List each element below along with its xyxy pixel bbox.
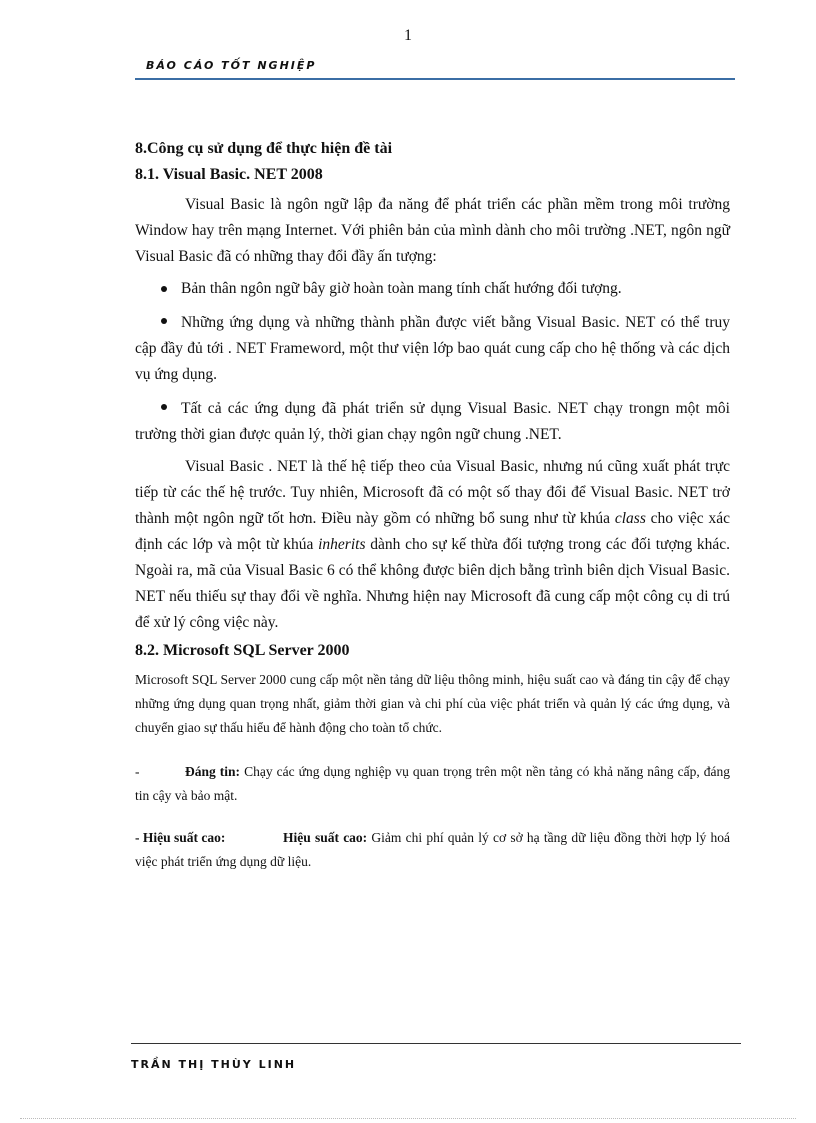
bullet-text: Những ứng dụng và những thành phần được viết bằng Visual Basic. NET có thể truy cập đầy đủ tới . NET Frameword, một thư viện lớp bao quát cung cấp cho hệ thống và các dịch vụ ứng dụng. [135,314,730,383]
list-item-reliability [135,760,730,808]
sqlserver-intro-paragraph: Microsoft SQL Server 2000 cung cấp một nền tảng dữ liệu thông minh, hiệu suất cao và đáng tin cậy để chạy những ứng dụng quan trọng nhất, giảm thời gian và chi phí của việc phát triển và quản lý các ứng dụng, và chuyển giao sự thấu hiểu để hành động cho toàn tổ chức. [135,672,730,735]
subsection-heading-sqlserver: 8.2. Microsoft SQL Server 2000 [135,642,350,659]
item-label: Đáng tin: [185,764,241,779]
vbnet-paragraph-2 [135,454,730,636]
document-body [135,136,730,874]
bullet-dot-icon [161,286,167,292]
item-label: Hiệu suất cao: [283,830,368,845]
bullet-text: Tất cả các ứng dụng đã phát triển sử dụng Visual Basic. NET chạy trongn một môi trường thời gian được quản lý, thời gian chạy ngôn ngữ chung .NET. [135,400,730,443]
bullet-item [135,310,730,388]
item-text: Giảm chi phí quản lý cơ sở hạ tầng dữ liệu đồng thời hợp lý hoá việc phát triển ứng dụng dữ liệu. [135,830,730,869]
footer-author: TRẦN THỊ THÙY LINH [131,1058,297,1071]
list-item-performance [135,826,730,874]
para-text: cho việc xác định các lớp và một từ khúa [135,510,730,553]
keyword-class: class [614,510,646,527]
item-text: Chạy các ứng dụng nghiệp vụ quan trọng trên một nền tảng có khả năng nâng cấp, đáng tin cậy và bảo mật. [135,764,730,803]
vbnet-intro-paragraph: Visual Basic là ngôn ngữ lập đa năng để phát triển các phần mềm trong môi trường Window hay trên mạng Internet. Với phiên bản của mình dành cho môi trường .NET, ngôn ngữ Visual Basic đã có những thay đổi đầy ấn tượng: [135,196,730,265]
page-number: 1 [404,27,412,44]
header-title: BÁO CÁO TỐT NGHIỆP [146,59,317,72]
bullet-item [135,396,730,448]
para-text: Visual Basic . NET là thế hệ tiếp theo của Visual Basic, nhưng nú cũng xuất phát trực tiếp từ các thế hệ trước. Tuy nhiên, Microsoft đã có một số thay đổi để Visual Basic. NET trở thành một ngôn ngữ tốt hơn. Điều này gồm có những bổ sung như từ khúa [135,458,730,527]
bullet-dot-icon [161,318,167,324]
bullet-dot-icon [161,404,167,410]
item-label: - Hiệu suất cao: [135,830,226,845]
footer-rule [131,1043,741,1044]
bullet-item [135,276,730,302]
subsection-heading-vbnet: 8.1. Visual Basic. NET 2008 [135,166,323,183]
page-bottom-border [20,1118,796,1119]
para-text: dành cho sự kế thừa đối tượng trong các đối tượng khác. Ngoài ra, mã của Visual Basic 6 có thể không được biên dịch bằng trình biên dịch Visual Basic. NET nếu thiếu sự thay đổi về nghĩa. Nhưng hiện nay Microsoft đã cung cấp một công cụ di trú để xử lý công việc này. [135,536,730,631]
keyword-inherits: inherits [318,536,366,553]
section-heading: 8.Công cụ sử dụng để thực hiện đề tài [135,140,393,157]
dash-marker: - [135,764,140,779]
bullet-text: Bản thân ngôn ngữ bây giờ hoàn toàn mang tính chất hướng đối tượng. [181,280,622,297]
header-rule [135,78,735,80]
